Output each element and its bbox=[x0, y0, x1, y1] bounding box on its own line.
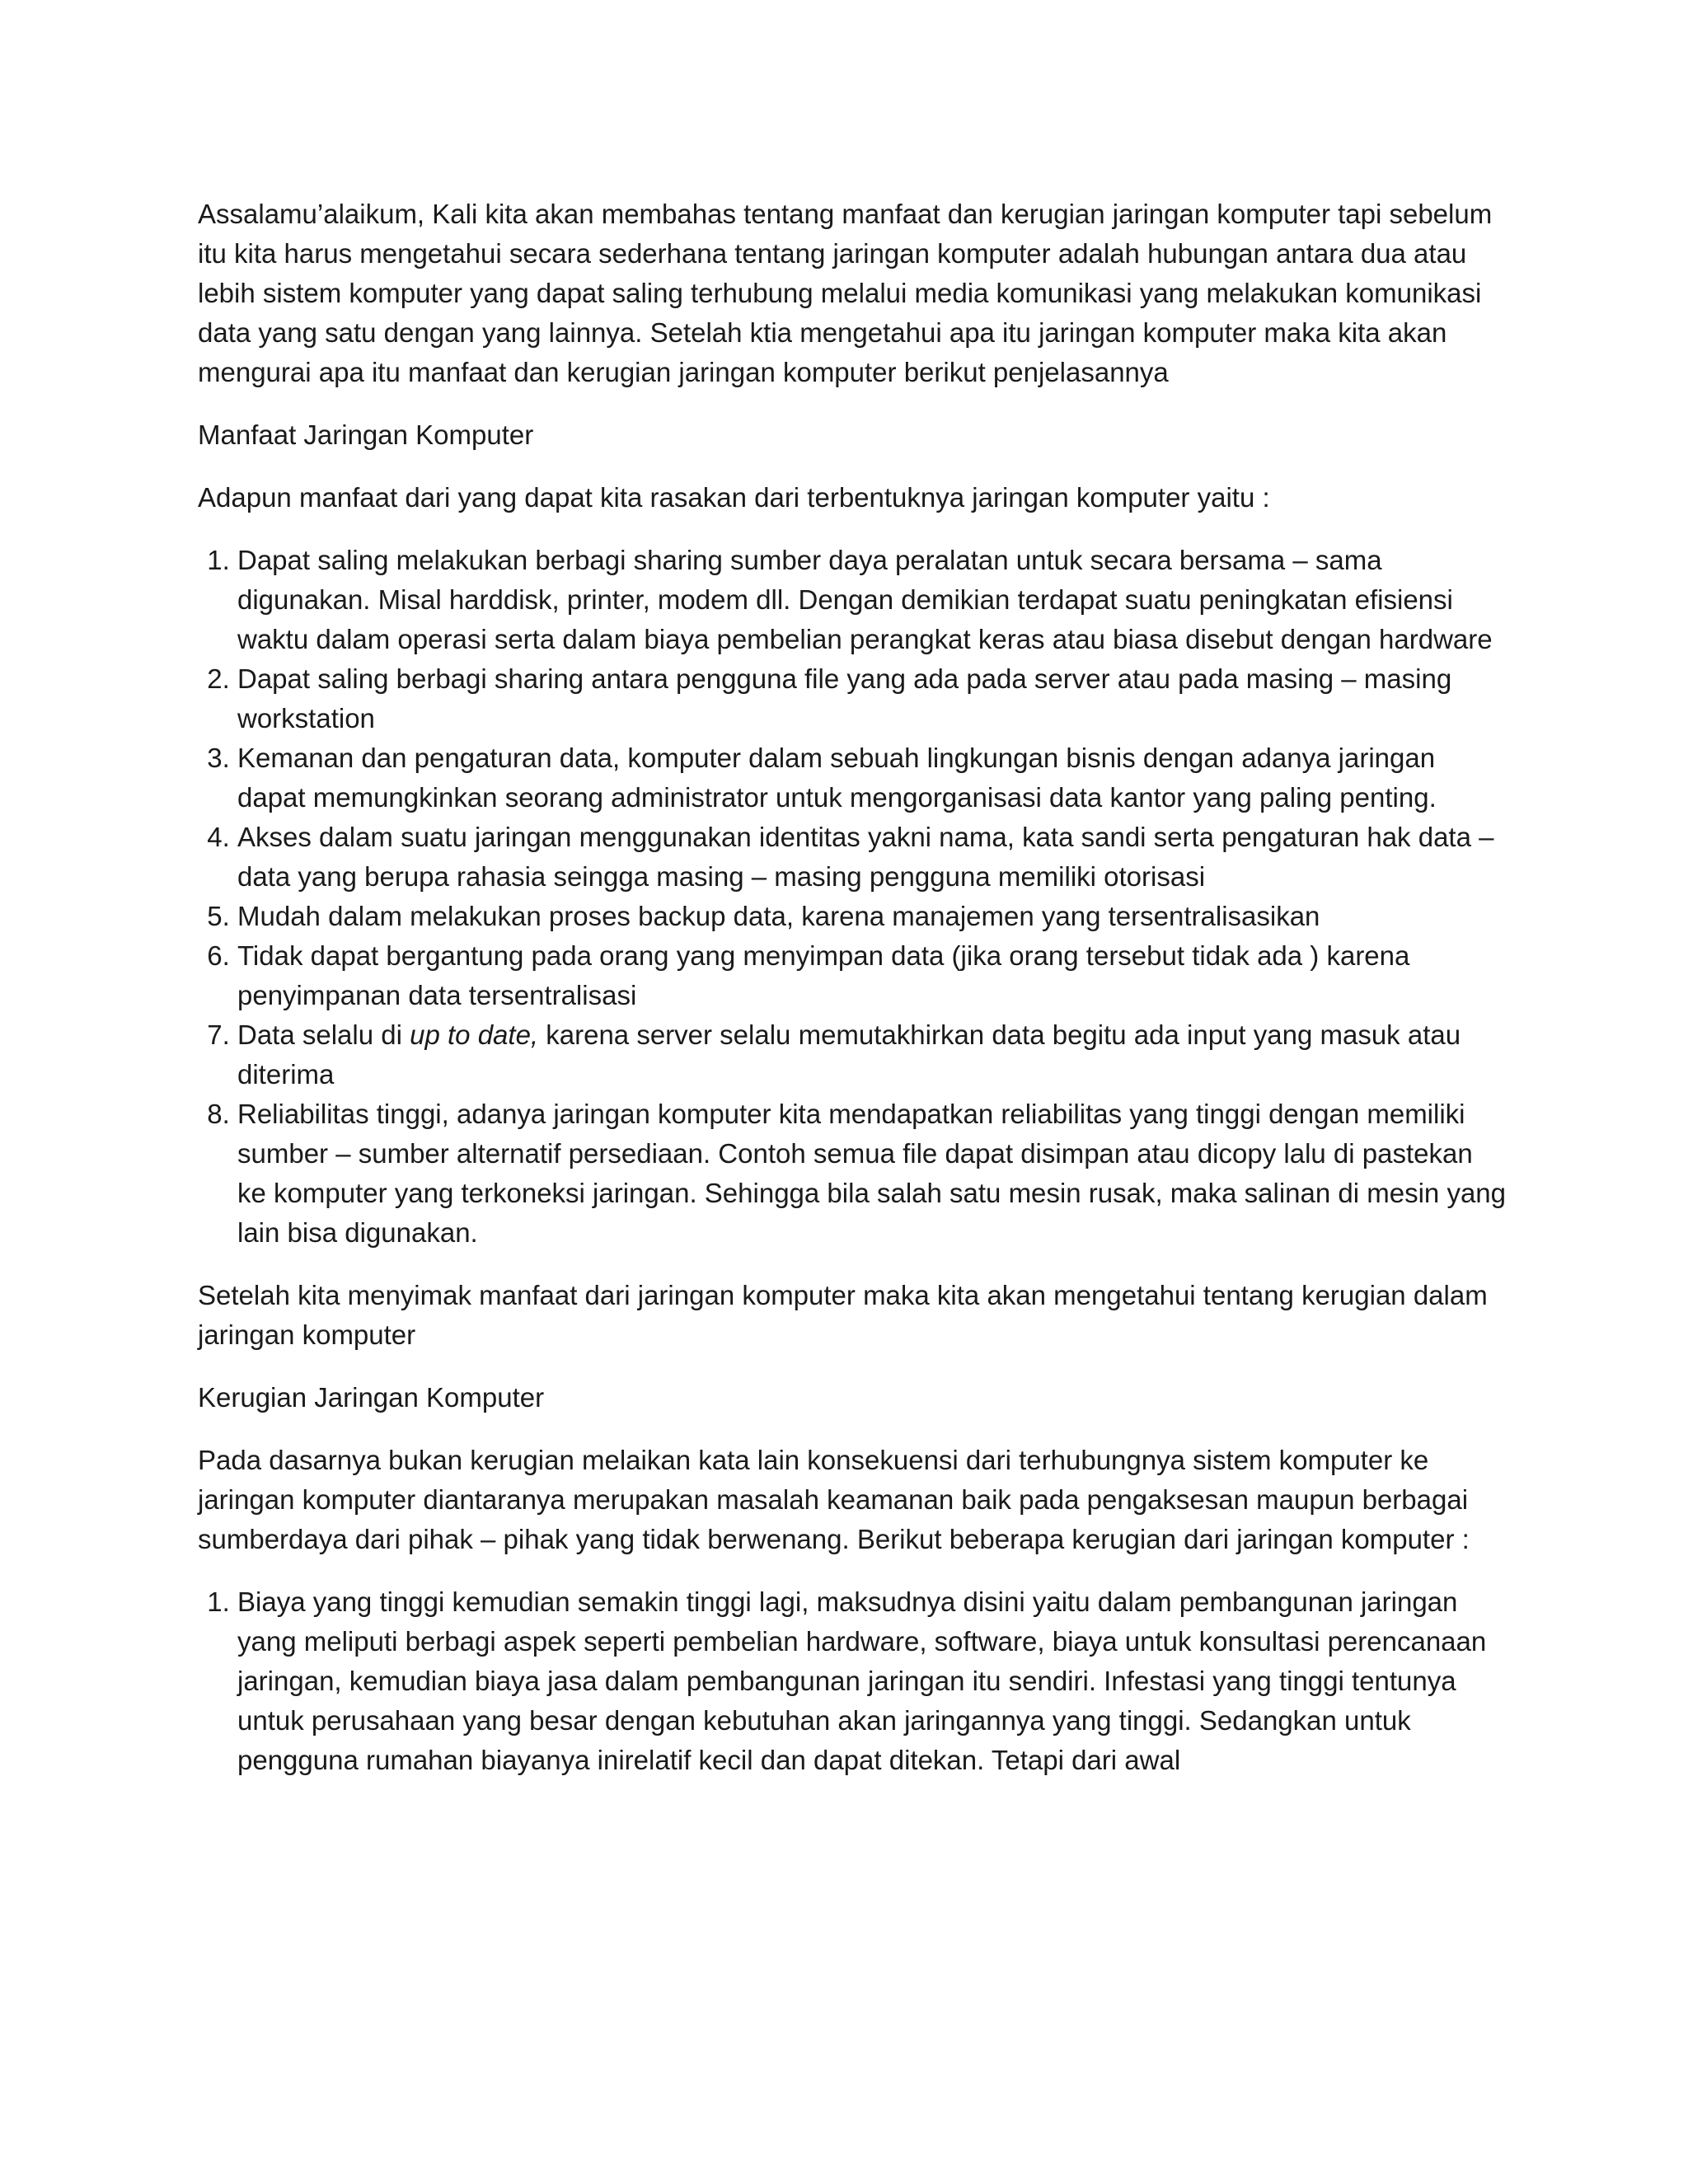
list-item: 3. Kemanan dan pengaturan data, komputer dalam sebuah lingkungan bisnis dengan adanya jaringan dapat memungkinkan seorang administrator untuk mengorganisasi data kantor yang paling penting. bbox=[237, 738, 1508, 818]
kerugian-list bbox=[198, 1582, 1508, 1780]
list-item bbox=[237, 1015, 1508, 1094]
list-item: 5. Mudah dalam melakukan proses backup data, karena manajemen yang tersentralisasikan bbox=[237, 897, 1508, 936]
kerugian-heading: Kerugian Jaringan Komputer bbox=[198, 1382, 545, 1413]
list-item: 4. Akses dalam suatu jaringan menggunakan identitas yakni nama, kata sandi serta pengaturan hak data – data yang berupa rahasia seingga masing – masing pengguna memiliki otorisasi bbox=[237, 818, 1508, 897]
list-item: 8. Reliabilitas tinggi, adanya jaringan komputer kita mendapatkan reliabilitas yang tinggi dengan memiliki sumber – sumber alternatif persediaan. Contoh semua file dapat disimpan atau dicopy lalu di pastekan ke komputer yang terkoneksi jaringan. Sehingga bila salah satu mesin rusak, maka salinan di mesin yang lain bisa digunakan. bbox=[237, 1094, 1508, 1253]
list-item: 2. Dapat saling berbagi sharing antara pengguna file yang ada pada server atau pada masing – masing workstation bbox=[237, 659, 1508, 738]
transition-paragraph: Setelah kita menyimak manfaat dari jaringan komputer maka kita akan mengetahui tentang kerugian dalam jaringan komputer bbox=[198, 1280, 1488, 1350]
manfaat-list bbox=[198, 541, 1508, 1253]
kerugian-lead: Pada dasarnya bukan kerugian melaikan kata lain konsekuensi dari terhubungnya sistem komputer ke jaringan komputer diantaranya merupakan masalah keamanan baik pada pengaksesan maupun berbagai sumberdaya dari pihak – pihak yang tidak berwenang. Berikut beberapa kerugian dari jaringan komputer : bbox=[198, 1445, 1470, 1554]
list-item: 6. Tidak dapat bergantung pada orang yang menyimpan data (jika orang tersebut tidak ada ) karena penyimpanan data tersentralisasi bbox=[237, 936, 1508, 1015]
manfaat-heading: Manfaat Jaringan Komputer bbox=[198, 419, 534, 450]
list-item: 1. Dapat saling melakukan berbagi sharing sumber daya peralatan untuk secara bersama – sama digunakan. Misal harddisk, printer, modem dll. Dengan demikian terdapat suatu peningkatan efisiensi waktu dalam operasi serta dalam biaya pembelian perangkat keras atau biasa disebut dengan hardware bbox=[237, 541, 1508, 659]
manfaat-lead: Adapun manfaat dari yang dapat kita rasakan dari terbentuknya jaringan komputer yaitu : bbox=[198, 482, 1270, 513]
document-body bbox=[198, 194, 1508, 1803]
list-item-text: karena server selalu memutakhirkan data begitu ada input yang masuk atau diterima bbox=[237, 1019, 1461, 1090]
intro-paragraph: Assalamu’alaikum, Kali kita akan membahas tentang manfaat dan kerugian jaringan komputer tapi sebelum itu kita harus mengetahui secara sederhana tentang jaringan komputer adalah hubungan antara dua atau lebih sistem komputer yang dapat saling terhubung melalui media komunikasi yang melakukan komunikasi data yang satu dengan yang lainnya. Setelah ktia mengetahui apa itu jaringan komputer maka kita akan mengurai apa itu manfaat dan kerugian jaringan komputer berikut penjelasannya bbox=[198, 199, 1493, 387]
list-item-text: Data selalu di bbox=[237, 1019, 410, 1050]
list-item-italic-text: up to date, bbox=[410, 1019, 539, 1050]
list-item: 1. Biaya yang tinggi kemudian semakin tinggi lagi, maksudnya disini yaitu dalam pembangunan jaringan yang meliputi berbagi aspek seperti pembelian hardware, software, biaya untuk konsultasi perencanaan jaringan, kemudian biaya jasa dalam pembangunan jaringan itu sendiri. Infestasi yang tinggi tentunya untuk perusahaan yang besar dengan kebutuhan akan jaringannya yang tinggi. Sedangkan untuk pengguna rumahan biayanya inirelatif kecil dan dapat ditekan. Tetapi dari awal bbox=[237, 1582, 1508, 1780]
